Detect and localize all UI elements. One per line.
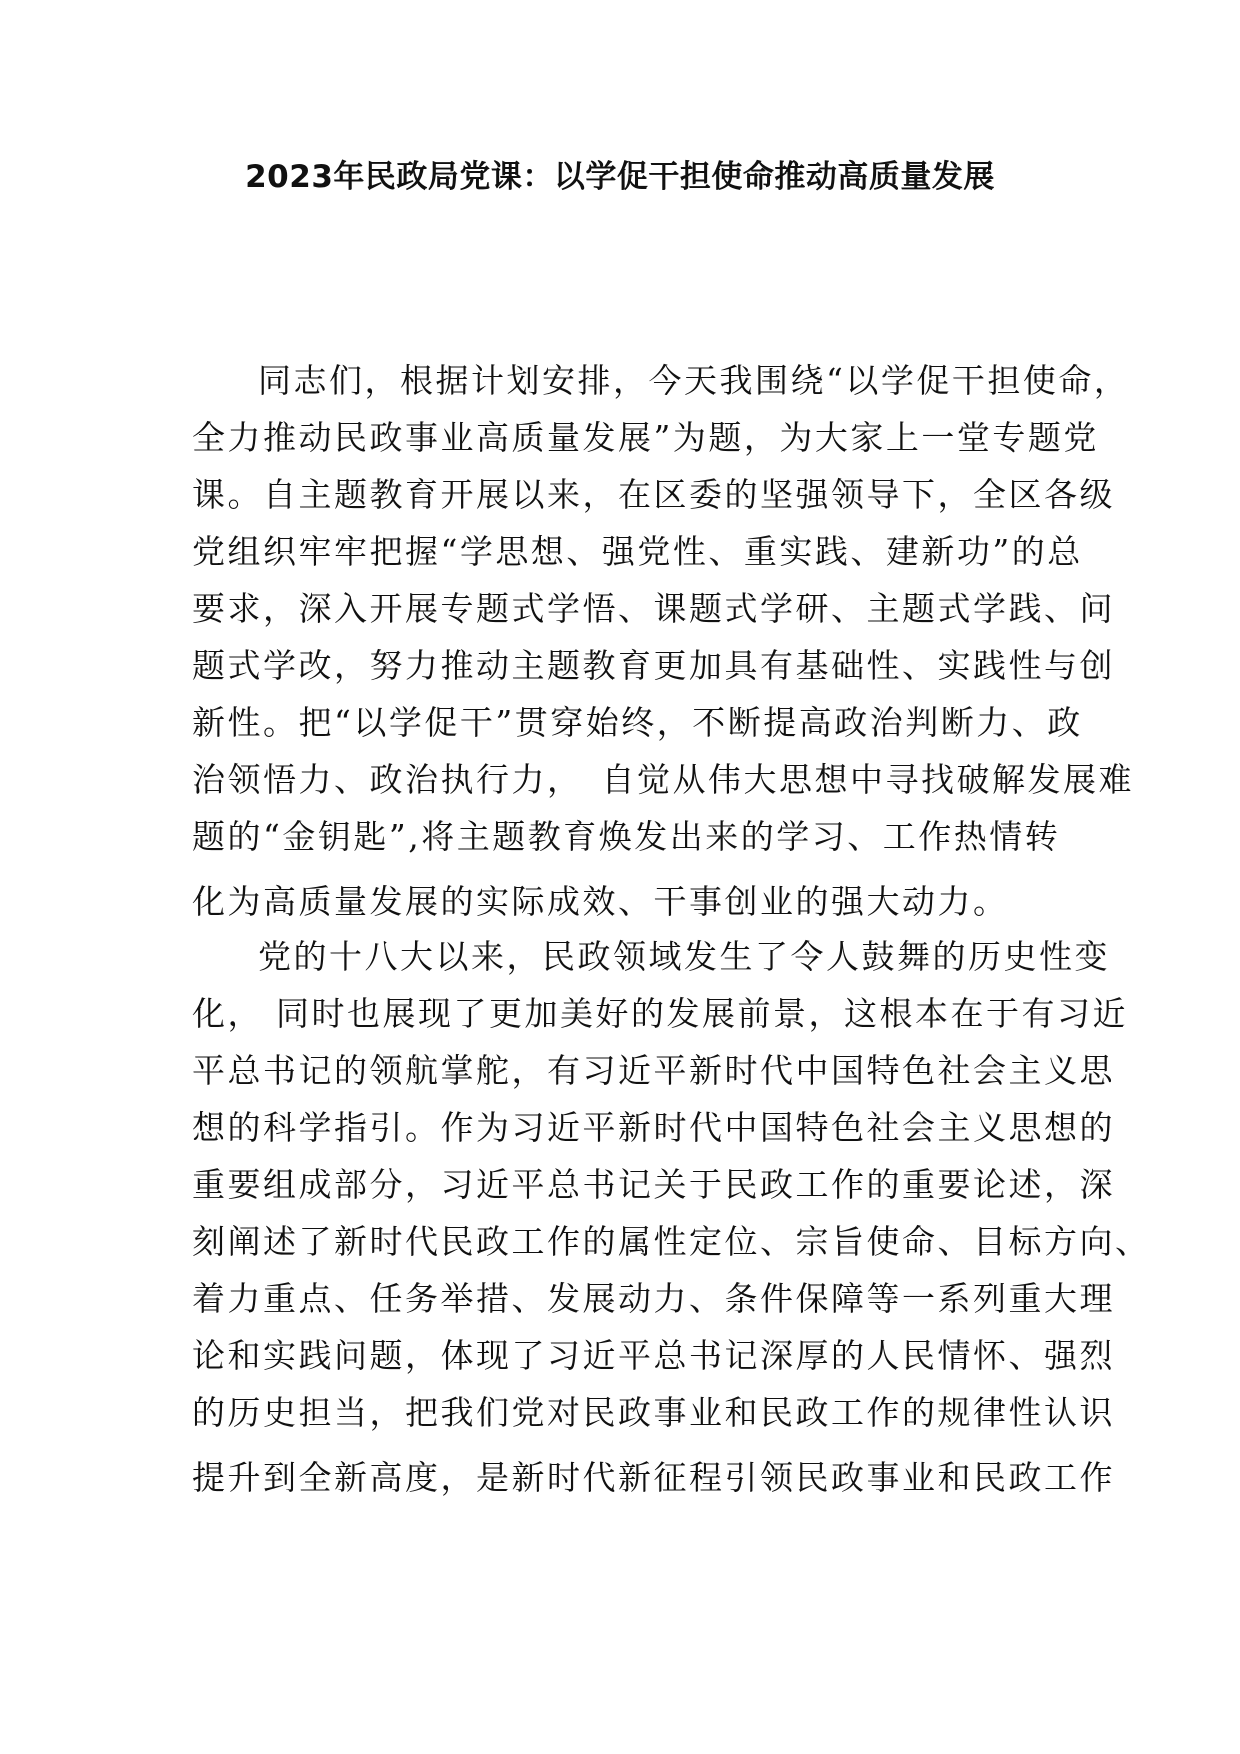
paragraph-line: 想的科学指引。作为习近平新时代中国特色社会主义思想的 [192,1108,1115,1147]
paragraph-line: 题的“金钥匙”,将主题教育焕发出来的学习、工作热情转 [192,817,1061,856]
paragraph-line: 着力重点、任务举措、发展动力、条件保障等一系列重大理 [192,1279,1115,1318]
paragraph-1 [192,352,1134,930]
paragraph-line: 提升到全新高度，是新时代新征程引领民政事业和民政工作 [192,1458,1115,1497]
paragraph-line: 党的十八大以来，民政领域发生了令人鼓舞的历史性变 [258,937,1110,976]
paragraph-line: 化为高质量发展的实际成效、干事创业的强大动力。 [192,882,1009,921]
paragraph-line: 新性。把“以学促干”贯穿始终，不断提高政治判断力、政 [192,703,1083,742]
paragraph-line: 全力推动民政事业高质量发展”为题，为大家上一堂专题党 [192,418,1099,457]
paragraph-line: 刻阐述了新时代民政工作的属性定位、宗旨使命、目标方向、 [192,1222,1151,1261]
paragraph-line: 课。自主题教育开展以来，在区委的坚强领导下，全区各级 [192,475,1115,514]
paragraph-line: 的历史担当，把我们党对民政事业和民政工作的规律性认识 [192,1393,1115,1432]
paragraph-line: 平总书记的领航掌舵，有习近平新时代中国特色社会主义思 [192,1051,1115,1090]
paragraph-line: 要求，深入开展专题式学悟、课题式学研、主题式学践、问 [192,589,1115,628]
paragraph-line: 论和实践问题，体现了习近平总书记深厚的人民情怀、强烈 [192,1336,1115,1375]
document-title: 2023年民政局党课：以学促干担使命推动高质量发展 [245,159,995,195]
paragraph-line: 题式学改，努力推动主题教育更加具有基础性、实践性与创 [192,646,1115,685]
paragraph-2 [192,928,1151,1506]
paragraph-line: 重要组成部分，习近平总书记关于民政工作的重要论述，深 [192,1165,1115,1204]
paragraph-line: 治领悟力、政治执行力， 自觉从伟大思想中寻找破解发展难 [192,760,1134,799]
paragraph-line: 党组织牢牢把握“学思想、强党性、重实践、建新功”的总 [192,532,1083,571]
paragraph-line: 同志们，根据计划安排，今天我围绕“以学促干担使命， [258,361,1130,400]
paragraph-line: 化， 同时也展现了更加美好的发展前景，这根本在于有习近 [192,994,1128,1033]
